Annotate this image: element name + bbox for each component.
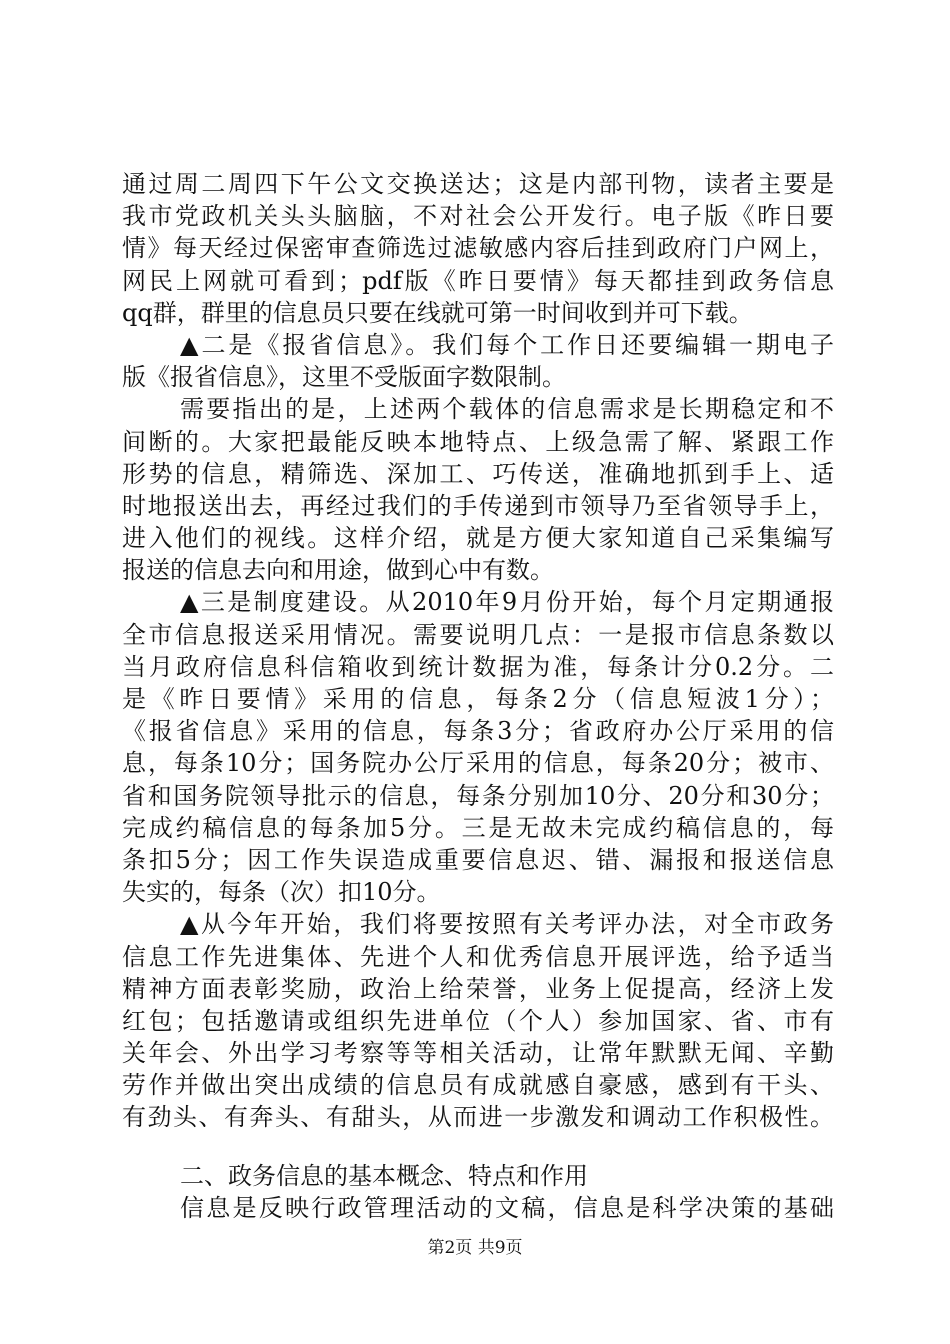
paragraph-first-line: ▲三是制度建设。从2010年9月份开始，每个月定期通报: [180, 588, 834, 617]
text-line: 当月政府信息科信箱收到统计数据为准，每条计分0.2分。二: [122, 652, 834, 681]
text-line: 信息工作先进集体、先进个人和优秀信息开展评选，给予适当: [122, 942, 834, 971]
text-line: 形势的信息，精筛选、深加工、巧传送，准确地抓到手上、适: [122, 459, 834, 488]
text-line: 省和国务院领导批示的信息，每条分别加10分、20分和30分；: [122, 781, 834, 810]
document-body: [122, 168, 834, 1224]
text-line: 红包；包括邀请或组织先进单位（个人）参加国家、省、市有: [122, 1006, 834, 1035]
text-line: qq群，群里的信息员只要在线就可第一时间收到并可下载。: [122, 298, 753, 327]
text-line: 时地报送出去，再经过我们的手传递到市领导乃至省领导手上，: [122, 491, 834, 520]
paragraph-first-line: 信息是反映行政管理活动的文稿，信息是科学决策的基础: [180, 1193, 834, 1222]
text-line: 报送的信息去向和用途，做到心中有数。: [122, 556, 554, 585]
text-line: 进入他们的视线。这样介绍，就是方便大家知道自己采集编写: [122, 524, 834, 553]
text-line: 我市党政机关头头脑脑，不对社会公开发行。电子版《昨日要: [122, 202, 834, 231]
text-line: 是《昨日要情》采用的信息，每条2分（信息短波1分）；: [122, 685, 834, 713]
text-line: 间断的。大家把最能反映本地特点、上级急需了解、紧跟工作: [122, 427, 834, 456]
text-line: 全市信息报送采用情况。需要说明几点：一是报市信息条数以: [122, 620, 834, 649]
text-line: 《报省信息》采用的信息，每条3分；省政府办公厅采用的信: [122, 717, 834, 746]
section-heading: 二、政务信息的基本概念、特点和作用: [180, 1161, 588, 1190]
text-line: 条扣5分；因工作失误造成重要信息迟、错、漏报和报送信息: [122, 845, 834, 874]
text-line: 版《报省信息》，这里不受版面字数限制。: [122, 363, 566, 392]
text-line: 精神方面表彰奖励，政治上给荣誉，业务上促提高，经济上发: [122, 974, 834, 1003]
text-line: 劳作并做出突出成绩的信息员有成就感自豪感，感到有干头、: [122, 1071, 834, 1100]
text-line: 完成约稿信息的每条加5分。三是无故未完成约稿信息的，每: [122, 813, 834, 842]
text-line: 网民上网就可看到；pdf版《昨日要情》每天都挂到政务信息: [122, 266, 834, 295]
paragraph-first-line: ▲从今年开始，我们将要按照有关考评办法，对全市政务: [180, 910, 834, 939]
paragraph-first-line: ▲二是《报省信息》。我们每个工作日还要编辑一期电子: [180, 330, 834, 359]
page-number-footer: 第2页 共9页: [427, 1238, 523, 1258]
text-line: 关年会、外出学习考察等等相关活动，让常年默默无闻、辛勤: [122, 1039, 834, 1068]
paragraph-first-line: 需要指出的是，上述两个载体的信息需求是长期稳定和不: [180, 395, 834, 424]
text-line: 息，每条10分；国务院办公厅采用的信息，每条20分；被市、: [122, 749, 834, 778]
section-spacer: [122, 1134, 834, 1160]
text-line: 有劲头、有奔头、有甜头，从而进一步激发和调动工作积极性。: [122, 1103, 834, 1132]
text-line: 失实的，每条（次）扣10分。: [122, 878, 441, 907]
text-line: 通过周二周四下午公文交换送达；这是内部刊物，读者主要是: [122, 170, 834, 198]
text-line: 情》每天经过保密审查筛选过滤敏感内容后挂到政府门户网上，: [122, 234, 834, 263]
